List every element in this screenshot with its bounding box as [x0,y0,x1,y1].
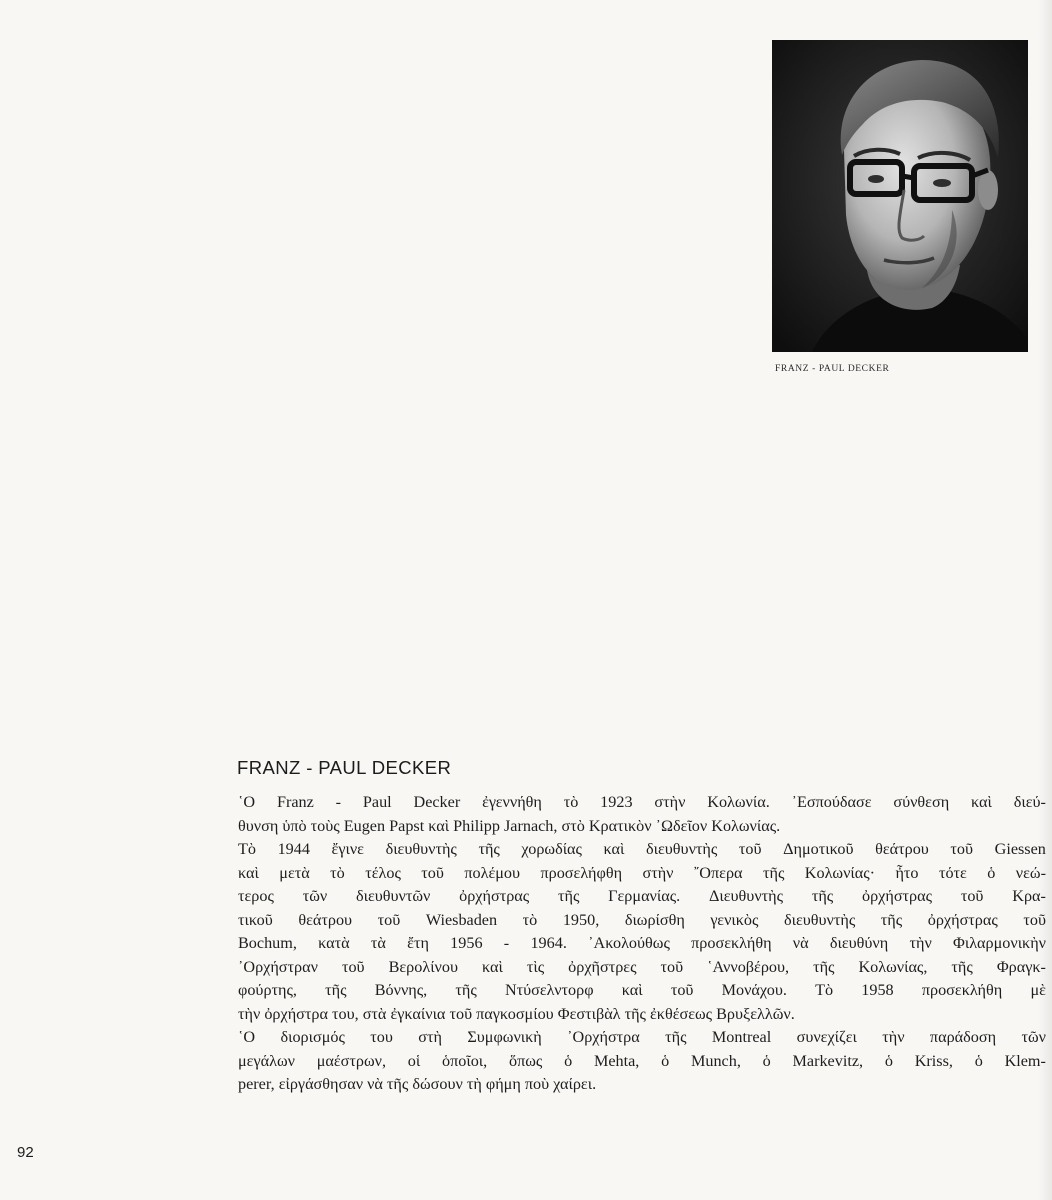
body-line [238,862,1046,886]
body-word: ὀρχήστρας [862,887,933,905]
body-word: ᾿Ακολούθως [588,934,670,952]
body-word: τοῦ [421,863,444,882]
body-word: Φραγκ- [996,957,1046,976]
body-word: σύνθεση [893,793,950,811]
body-word: προσεκλήθη [921,981,1003,999]
body-word: ὁ [564,1051,573,1070]
body-word: τῆς [325,981,347,999]
body-word: ᾿Ορχήστραν [238,957,318,976]
body-word: Ντύσελντορφ [504,981,594,999]
body-word: τοῦ [377,910,401,929]
photo-caption: FRANZ - PAUL DECKER [775,364,890,374]
article-body [238,791,1046,1097]
body-word: γενικὸς [710,910,759,929]
body-word: τοῦ [1023,910,1046,929]
body-word: ὀρχῆστρες [568,957,637,976]
body-word: τερος [238,887,274,905]
body-word: Δημοτικοῦ [783,840,854,858]
body-word: - [335,793,342,811]
body-word: - [503,934,510,952]
body-word: ὀρχήστρας [927,910,998,929]
body-word: τικοῦ [238,910,273,929]
body-line [238,838,1046,862]
body-word: ὁ [661,1051,670,1070]
body-word: καὶ [621,981,643,999]
body-word: φούρτης, [238,981,297,999]
body-line [238,885,1046,909]
body-word: διευθυντὴς [385,840,457,858]
body-word: διευθύνη [829,934,889,952]
body-word: ὁ [884,1051,893,1070]
portrait-photo [772,40,1028,352]
body-word: Φιλαρμονικὴν [953,934,1046,952]
body-word: τῆς [478,840,500,858]
body-word: Markevitz, [792,1051,864,1070]
body-word: τότε [938,863,967,882]
body-word: ὁ [762,1051,771,1070]
body-word: μεγάλων [238,1051,295,1070]
body-word: τὰ [370,934,386,952]
body-word: τῆς [665,1028,687,1046]
body-word: τέλος [365,863,401,882]
body-word: Κολωνίας· [804,863,876,882]
body-line: θυνση ὑπὸ τοὺς Eugen Papst καὶ Philipp Jarnach, στὸ Κρατικὸν ᾿Ωδεῖον Κολωνίας. [238,816,781,835]
body-word: νεώ- [1015,863,1046,882]
body-word: ὀρχήστρας [459,887,530,905]
body-word: ὁ [974,1051,983,1070]
body-word: θεάτρου [298,910,353,929]
body-word: του [370,1028,393,1046]
body-word: διευθυντῶν [355,887,431,905]
body-word: ῾Ο [238,793,256,811]
body-word: ὁ [987,863,996,882]
body-word: μαέστρων, [316,1051,386,1070]
body-word: Κολωνία. [707,793,770,811]
body-word: τὶς [526,957,545,976]
body-word: Montreal [711,1028,772,1046]
body-word: ἐγεννήθη [482,793,542,811]
body-word: διεύ- [1013,793,1046,811]
body-word: ὁποῖοι, [441,1051,488,1070]
body-word: καὶ [238,863,259,882]
body-word: ἦτο [895,863,919,882]
body-word: διωρίσθη [624,910,685,929]
body-word: προσελήφθη [540,863,623,882]
body-word: Συμφωνικὴ [467,1028,542,1046]
body-word: καὶ [603,840,625,858]
body-word: Decker [413,793,461,811]
body-word: πολέμου [464,863,521,882]
body-word: θεάτρου [875,840,929,858]
body-word: ῎Οπερα [693,863,743,882]
body-word: τῆς [880,910,903,929]
body-word: κατὰ [318,934,350,952]
body-word: ὅπως [508,1051,543,1070]
body-word: τοῦ [341,957,365,976]
body-word: Bochum, [238,934,297,952]
body-word: στὴ [418,1028,442,1046]
body-word: χορωδίας [521,840,582,858]
body-word: 1958 [861,981,894,999]
body-word: τῆς [951,957,973,976]
body-word: Mehta, [593,1051,640,1070]
body-word: 1964. [530,934,567,952]
body-word: τῆς [813,957,835,976]
body-word: Klem- [1004,1051,1046,1070]
body-word: ῾Ο [238,1028,256,1046]
body-word: Kriss, [914,1051,953,1070]
body-word: τοῦ [670,981,694,999]
body-line [238,932,1046,956]
body-word: στὴν [654,793,686,811]
body-word: ἔτη [407,934,429,952]
body-word: Κολωνίας, [858,957,928,976]
page-number: 92 [17,1144,34,1161]
body-word: 1944 [277,840,310,858]
body-word: καὶ [971,793,992,811]
body-word: διορισμός [280,1028,345,1046]
body-word: τοῦ [660,957,684,976]
body-word: τῶν [1021,1028,1046,1046]
body-word: ῾Αννοβέρου, [707,957,790,976]
body-word: ᾿Εσπούδασε [791,793,872,811]
body-word: 1956 [450,934,483,952]
body-word: Τὸ [815,981,834,999]
body-word: προσεκλήθη [691,934,772,952]
body-word: οἱ [407,1051,421,1070]
body-line [238,909,1046,933]
body-word: Paul [362,793,392,811]
body-word: παράδοση [929,1028,997,1046]
body-word: συνεχίζει [796,1028,857,1046]
body-word: τῆς [557,887,580,905]
body-word: 1950, [562,910,600,929]
body-word: τοῦ [950,840,974,858]
body-word: Βόννης, [374,981,428,999]
body-word: διευθυντὴς [646,840,718,858]
body-word: τὸ [522,910,538,929]
body-word: τοῦ [738,840,762,858]
body-line: τὴν ὀρχήστρα του, στὰ ἐγκαίνια τοῦ παγκοσμίου Φεστιβὰλ τῆς ἐκθέσεως Βρυξελλῶν. [238,1004,795,1023]
body-line [238,1026,1046,1050]
body-word: τῶν [302,887,328,905]
body-word: μὲ [1030,981,1046,999]
body-word: τῆς [762,863,785,882]
body-word: τῆς [455,981,477,999]
body-word: νὰ [792,934,809,952]
body-word: τὸ [563,793,579,811]
body-line [238,791,1046,815]
body-word: τῆς [811,887,834,905]
body-word: Γερμανίας. [608,887,681,905]
body-word: 1923 [600,793,633,811]
body-word: καὶ [482,957,503,976]
body-line: perer, εἰργάσθησαν νὰ τῆς δώσουν τὴ φήμη ποὺ χαίρει. [238,1075,597,1093]
body-word: Franz [276,793,314,811]
body-word: Giessen [994,840,1046,858]
body-word: τὴν [882,1028,905,1046]
body-word: Munch, [690,1051,741,1070]
body-line [238,1050,1046,1074]
article-title: FRANZ - PAUL DECKER [237,757,452,778]
body-word: ᾿Ορχήστρα [567,1028,640,1046]
body-word: διευθυντὴς [783,910,856,929]
body-line [238,979,1046,1003]
body-word: ἔγινε [331,840,364,858]
body-word: Τὸ [238,840,256,858]
body-word: Βερολίνου [388,957,458,976]
body-word: τὸ [330,863,345,882]
body-word: τοῦ [960,887,984,905]
body-word: μετὰ [279,863,310,882]
body-line [238,956,1046,980]
body-word: Διευθυντὴς [708,887,784,905]
body-word: στὴν [642,863,674,882]
body-word: Wiesbaden [425,910,498,929]
body-word: Μονάχου. [721,981,787,999]
body-word: τὴν [909,934,932,952]
body-word: Κρα- [1012,887,1046,905]
